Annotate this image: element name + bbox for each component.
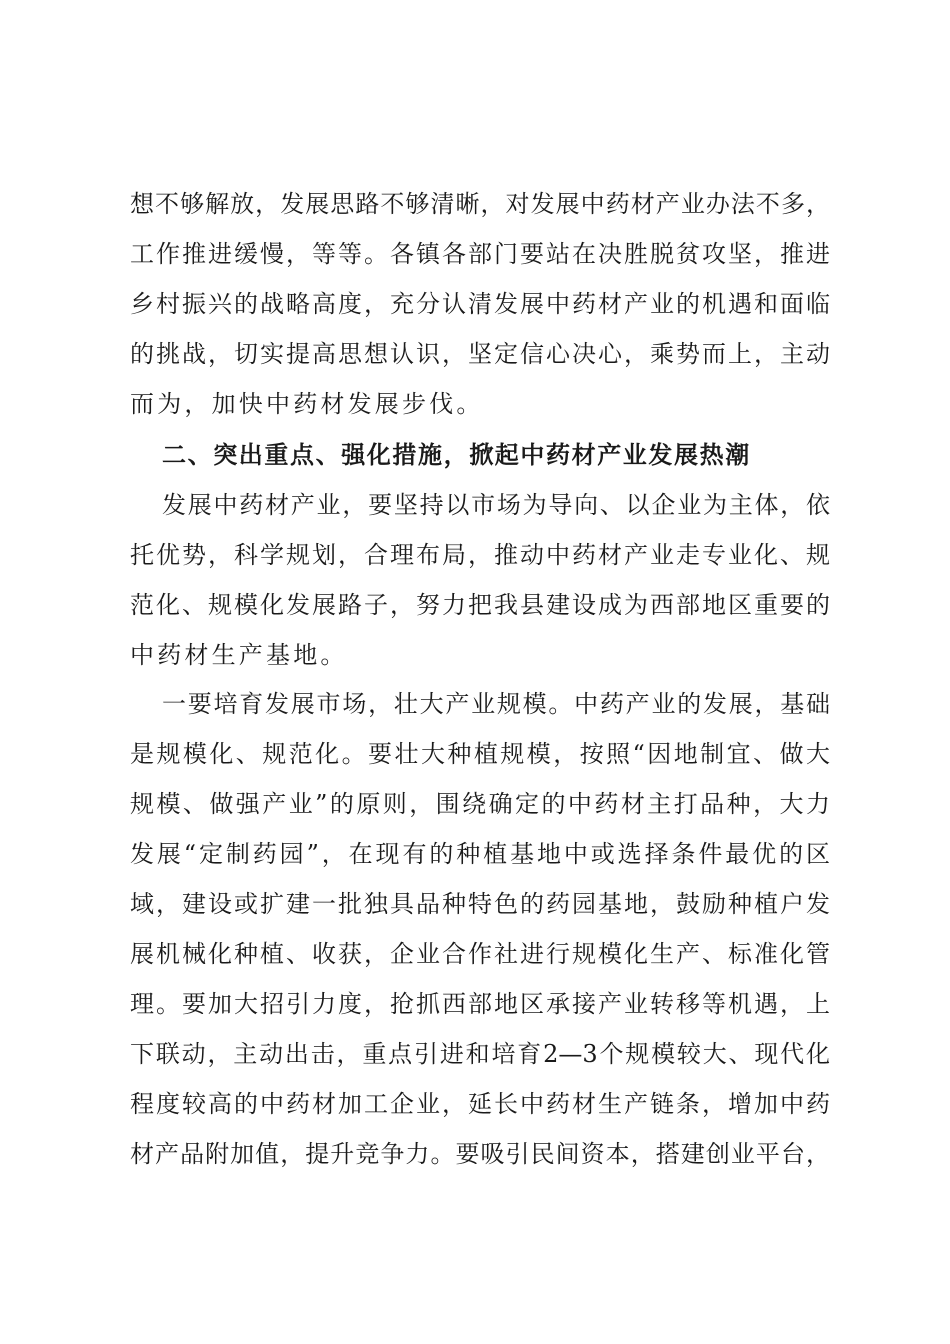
- body-text-line: 想不够解放，发展思路不够清晰，对发展中药材产业办法不多，: [130, 190, 830, 218]
- body-text-line: 中药材生产基地。: [130, 641, 348, 669]
- body-text-line: 工作推进缓慢，等等。各镇各部门要站在决胜脱贫攻坚，推进: [130, 240, 830, 268]
- body-text-line: 下联动，主动出击，重点引进和培育2—3个规模较大、现代化: [130, 1040, 830, 1068]
- body-text-line: 范化、规模化发展路子，努力把我县建设成为西部地区重要的: [130, 591, 830, 619]
- body-text-line: 托优势，科学规划，合理布局，推动中药材产业走专业化、规: [130, 541, 830, 569]
- body-text-line: 展机械化种植、收获，企业合作社进行规模化生产、标准化管: [130, 940, 830, 968]
- body-text-line: 乡村振兴的战略高度，充分认清发展中药材产业的机遇和面临: [130, 290, 830, 318]
- body-text-line: 的挑战，切实提高思想认识，坚定信心决心，乘势而上，主动: [130, 340, 830, 368]
- body-text-line: 是规模化、规范化。要壮大种植规模，按照“因地制宜、做大: [130, 740, 830, 768]
- body-text-line: 材产品附加值，提升竞争力。要吸引民间资本，搭建创业平台，: [130, 1140, 830, 1168]
- body-text-line: 规模、做强产业”的原则，围绕确定的中药材主打品种，大力: [130, 790, 830, 818]
- body-text-line: 发展中药材产业，要坚持以市场为导向、以企业为主体，依: [162, 491, 830, 519]
- body-text-line: 程度较高的中药材加工企业，延长中药材生产链条，增加中药: [130, 1090, 830, 1118]
- body-text-line: 而为，加快中药材发展步伐。: [130, 390, 484, 418]
- body-text-line: 发展“定制药园”，在现有的种植基地中或选择条件最优的区: [130, 840, 830, 868]
- body-text-line: 理。要加大招引力度，抢抓西部地区承接产业转移等机遇，上: [130, 990, 830, 1018]
- body-text-line: 一要培育发展市场，壮大产业规模。中药产业的发展，基础: [162, 690, 830, 718]
- section-heading: 二、突出重点、强化措施，掀起中药材产业发展热潮: [162, 441, 751, 469]
- body-text-line: 域，建设或扩建一批独具品种特色的药园基地，鼓励种植户发: [130, 890, 830, 918]
